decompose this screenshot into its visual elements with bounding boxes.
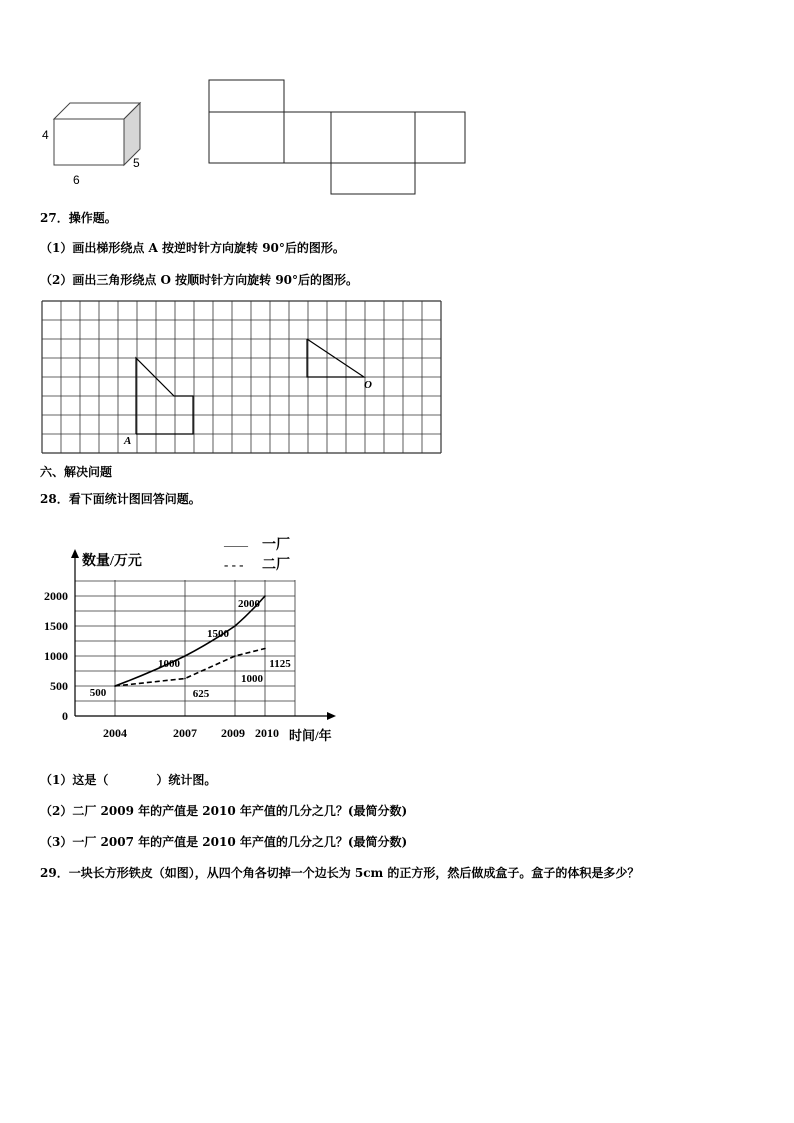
data-point: [264, 648, 266, 650]
series2-label: 1125: [269, 658, 291, 670]
q27-part1: （1）画出梯形绕点 A 按逆时针方向旋转 90°后的图形。: [40, 241, 345, 255]
q27-title: 27．操作题。: [40, 211, 117, 225]
series1-label: 2000: [238, 598, 260, 610]
y-tick-label: 1500: [44, 619, 68, 633]
y-tick-label: 1000: [44, 649, 68, 663]
net-bottom-face: [331, 163, 415, 194]
net-face-2: [284, 112, 331, 163]
data-point: [184, 655, 186, 657]
net-face-4: [415, 112, 465, 163]
series1-label: 1500: [207, 628, 229, 640]
data-point: [234, 655, 236, 657]
data-point: [234, 625, 236, 627]
net-figure: [205, 76, 475, 200]
series2-label: 1000: [241, 673, 263, 685]
x-tick-label: 2007: [173, 726, 197, 740]
series1-label: 500: [89, 687, 107, 699]
data-point: [114, 685, 116, 687]
legend-label-1: 一厂: [262, 538, 290, 553]
y-tick-label: 0: [62, 709, 68, 723]
y-axis-arrow: [71, 549, 79, 558]
q28-part2: （2）二厂 2009 年的产值是 2010 年产值的几分之几？(最简分数): [40, 804, 408, 818]
legend-line-dashed: - - -: [224, 557, 244, 572]
data-point: [264, 595, 266, 597]
rotation-grid-figure: [40, 300, 442, 456]
point-a-label: A: [124, 435, 132, 447]
cuboid-height-label: 4: [42, 128, 49, 142]
series1-label: 1000: [158, 658, 180, 670]
y-tick-label: 2000: [44, 589, 68, 603]
q27-part2: （2）画出三角形绕点 O 按顺时针方向旋转 90°后的图形。: [40, 273, 359, 287]
cuboid-length-label: 6: [73, 173, 80, 187]
cuboid-figure: [30, 95, 160, 195]
chart-text: [44, 537, 332, 743]
x-tick-label: 2009: [221, 726, 245, 740]
x-tick-label: 2004: [103, 726, 127, 740]
q29-title: 29．一块长方形铁皮（如图），从四个角各切掉一个边长为 5cm 的正方形，然后做成盒子。盒子的体积是多少？: [40, 866, 640, 880]
net-face-1: [209, 112, 284, 163]
cuboid-width-label: 5: [133, 156, 140, 170]
cuboid-front-face: [54, 119, 124, 165]
series2-label: 625: [192, 688, 210, 700]
legend-label-2: 二厂: [262, 558, 290, 573]
y-axis-title: 数量/万元: [82, 554, 142, 569]
net-top-face: [209, 80, 284, 112]
data-point: [184, 678, 186, 680]
q28-part3: （3）一厂 2007 年的产值是 2010 年产值的几分之几？(最简分数): [40, 835, 408, 849]
section6-title: 六、解决问题: [40, 465, 113, 479]
grid-lines: [42, 301, 441, 453]
y-tick-label: 500: [50, 679, 68, 693]
q28-part1: （1）这是（ ）统计图。: [40, 773, 217, 787]
net-face-3: [331, 112, 415, 163]
legend-line-solid: ——: [224, 538, 248, 552]
x-tick-label: 2010: [255, 726, 279, 740]
point-o-label: O: [364, 379, 372, 391]
x-axis-arrow: [327, 712, 336, 720]
x-axis-title: 时间/年: [289, 728, 332, 743]
line-chart: [30, 530, 360, 750]
q28-title: 28．看下面统计图回答问题。: [40, 492, 201, 506]
